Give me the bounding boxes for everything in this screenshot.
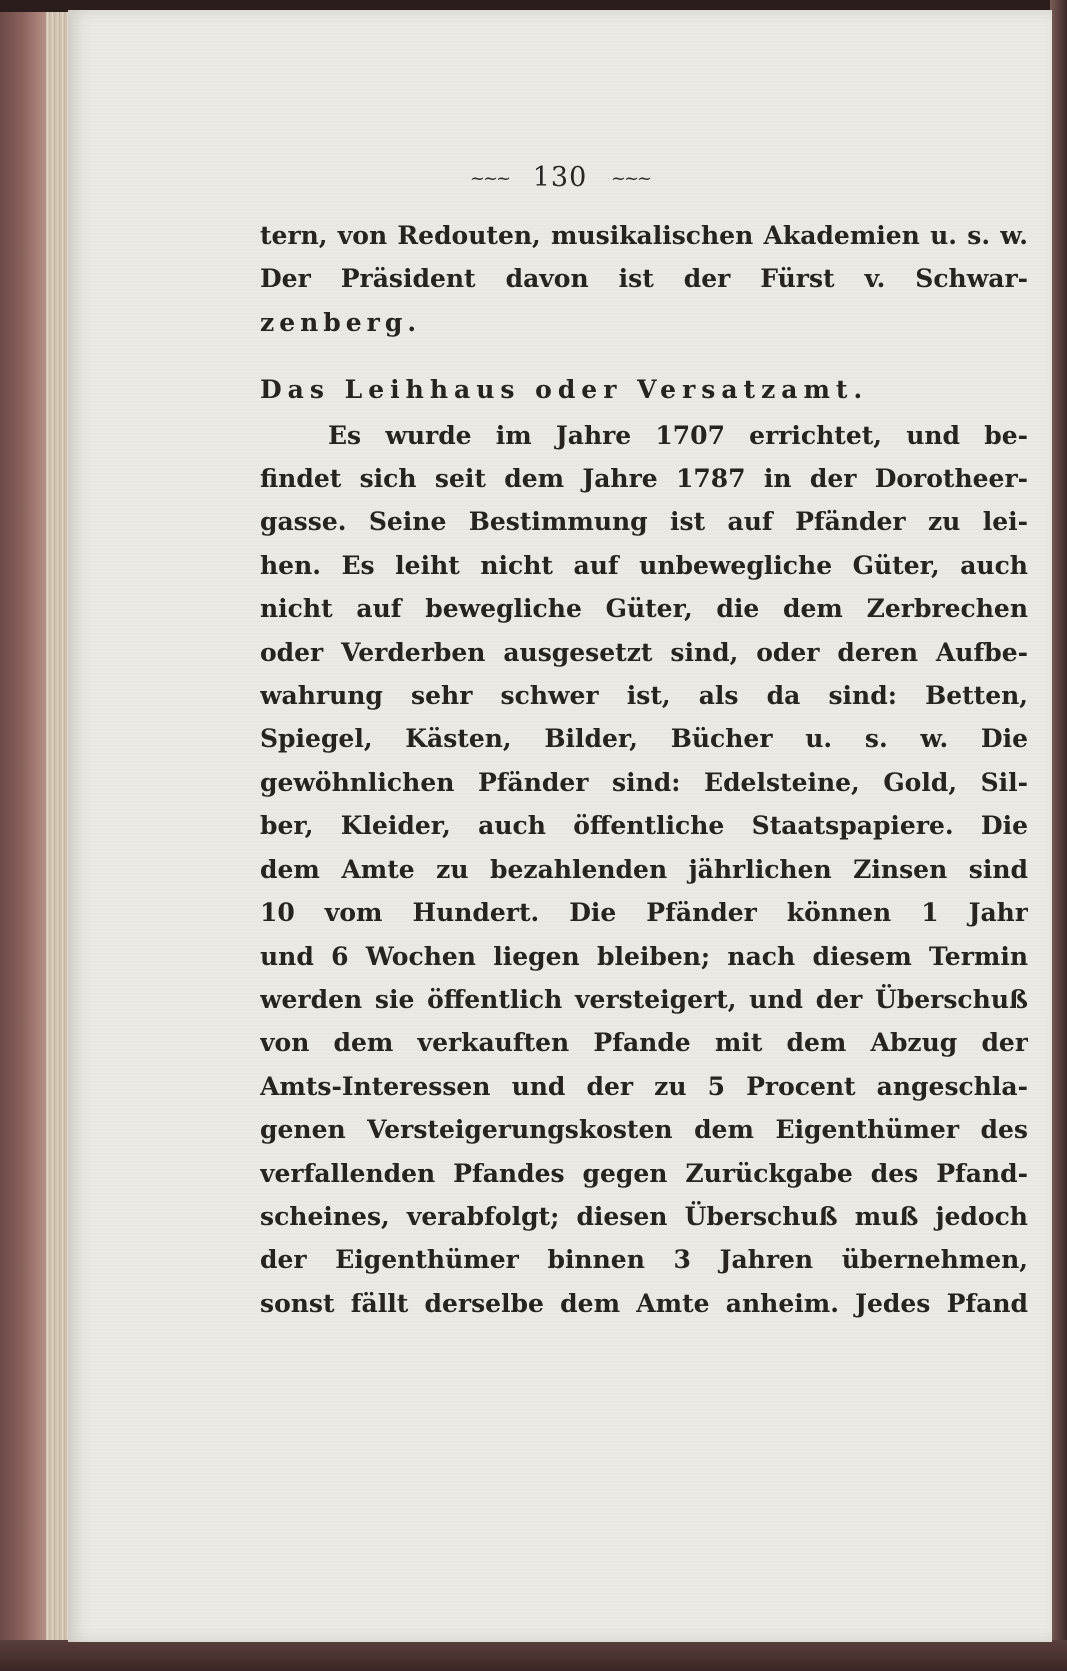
bottom-shadow	[0, 1640, 1067, 1671]
text-line: dem Amte zu bezahlenden jährlichen Zinsen sind	[260, 854, 1028, 884]
text-line: findet sich seit dem Jahre 1787 in der Dorotheer-	[260, 464, 1028, 494]
text-line: scheines, verabfolgt; diesen Überschuß muß jedoch	[260, 1201, 1028, 1231]
text-line: gewöhnlichen Pfänder sind: Edelsteine, Gold, Sil-	[260, 767, 1028, 797]
section-heading: Das Leihhaus oder Versatzamt.	[260, 375, 869, 405]
book-page	[68, 10, 1052, 1642]
page-body	[260, 214, 1028, 1325]
page-number: 130	[532, 162, 588, 193]
right-binding-edge	[1050, 0, 1067, 1671]
text-line: 10 vom Hundert. Die Pfänder können 1 Jahr	[260, 898, 1028, 928]
page-header	[68, 162, 1052, 193]
ornament-left: ~~~	[469, 168, 510, 189]
text-line: der Eigenthümer binnen 3 Jahren übernehmen,	[260, 1245, 1028, 1275]
text-line: Der Präsident davon ist der Fürst v. Schwar-	[260, 264, 1028, 294]
text-line: Spiegel, Kästen, Bilder, Bücher u. s. w. Die	[260, 724, 1028, 754]
ornament-right: ~~~	[610, 168, 651, 189]
text-line: nicht auf bewegliche Güter, die dem Zerbrechen	[260, 594, 1028, 624]
text-line: genen Versteigerungskosten dem Eigenthümer des	[260, 1115, 1028, 1145]
text-line: werden sie öffentlich versteigert, und der Überschuß	[260, 984, 1028, 1014]
text-line: verfallenden Pfandes gegen Zurückgabe des Pfand-	[260, 1158, 1028, 1188]
text-line: hen. Es leiht nicht auf unbewegliche Güter, auch	[260, 550, 1028, 580]
text-line: zenberg.	[260, 307, 422, 337]
text-line: Es wurde im Jahre 1707 errichtet, und be-	[328, 420, 1028, 450]
text-line: oder Verderben ausgesetzt sind, oder deren Aufbe-	[260, 637, 1028, 667]
text-line: gasse. Seine Bestimmung ist auf Pfänder zu lei-	[260, 507, 1028, 537]
text-line: Amts-Interessen und der zu 5 Procent angeschla-	[260, 1071, 1028, 1101]
text-line: wahrung sehr schwer ist, als da sind: Betten,	[260, 681, 1028, 711]
text-line: von dem verkauften Pfande mit dem Abzug der	[260, 1028, 1028, 1058]
text-line: sonst fällt derselbe dem Amte anheim. Jedes Pfand	[260, 1288, 1028, 1318]
text-line: tern, von Redouten, musikalischen Akademien u. s. w.	[260, 221, 1028, 250]
text-line: ber, Kleider, auch öffentliche Staatspapiere. Die	[260, 811, 1028, 841]
text-line: und 6 Wochen liegen bleiben; nach diesem Termin	[260, 941, 1028, 971]
